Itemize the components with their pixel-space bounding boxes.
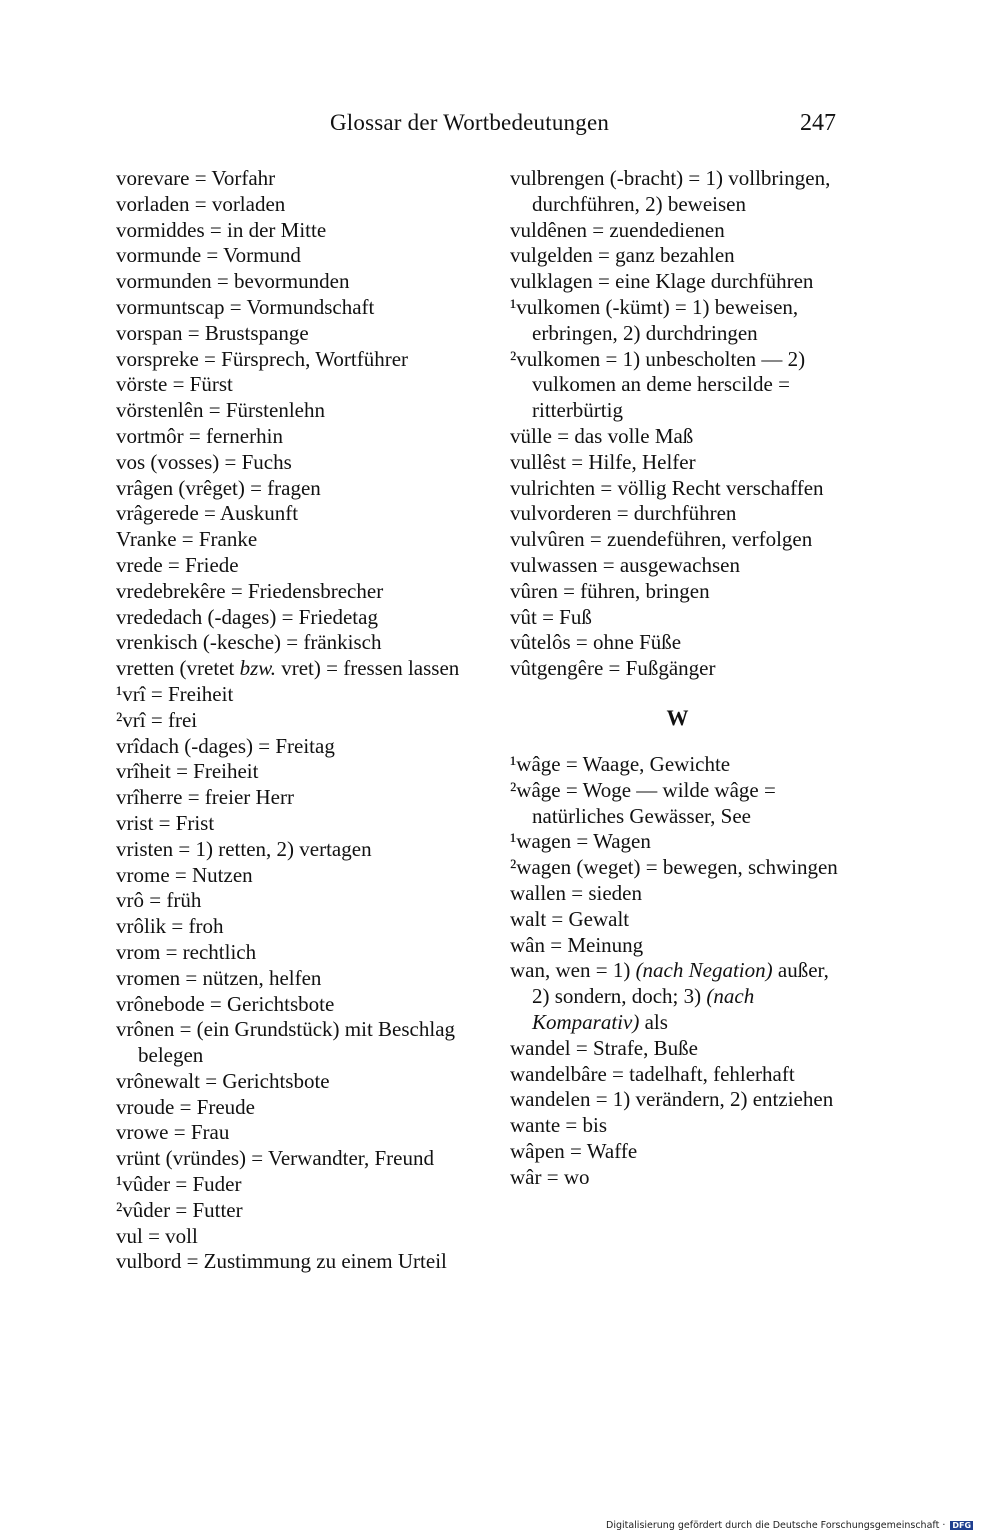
glossary-entry: ¹vrî = Freiheit [116,681,234,706]
glossary-entry: vos (vosses) = Fuchs [116,449,292,474]
glossary-entry: vulvorderen = durchführen [510,501,737,526]
glossary-entry: vrônewalt = Gerichtsbote [116,1068,330,1093]
glossary-column-right [510,166,845,1190]
glossary-entry: vulklagen = eine Klage durchführen [510,269,814,294]
glossary-entry: vormuntscap = Vormundschaft [116,294,375,319]
glossary-entry: vulbord = Zustimmung zu einem Urteil [116,1249,447,1274]
glossary-entry: vrîherre = freier Herr [116,785,294,810]
glossary-entry: vrô = früh [116,888,202,913]
glossary-entry: vormunden = bevormunden [116,269,350,294]
glossary-entry: vrîdach (-dages) = Freitag [116,733,335,758]
glossary-entry: vrôlik = froh [116,914,224,939]
glossary-entry: ²vrî = frei [116,707,198,732]
glossary-entry: vromen = nützen, helfen [116,965,322,990]
glossary-entry: vûren = führen, bringen [510,578,710,603]
glossary-entry: Vranke = Franke [116,527,258,552]
glossary-entry: vrîheit = Freiheit [116,759,259,784]
glossary-entry: ²vûder = Futter [116,1197,243,1222]
glossary-entry: vrenkisch (-kesche) = fränkisch [116,630,382,655]
glossary-entry: wan, wen = 1) (nach Negation) außer, 2) sondern, doch; 3) (nach Komparativ) als [510,958,829,1034]
glossary-entry: vûtelôs = ohne Füße [510,630,682,655]
glossary-entry: ²wâge = Woge — wilde wâge = natürliches Gewässer, See [510,777,776,828]
glossary-entry: vorladen = vorladen [116,191,286,216]
glossary-entry: vrede = Friede [116,552,239,577]
glossary-w-entries [510,752,845,1191]
page-number: 247 [800,110,836,136]
glossary-entry: vûtgengêre = Fußgänger [510,656,716,681]
footer-text: Digitalisierung gefördert durch die Deutsche Forschungsgemeinschaft · [606,1520,946,1531]
glossary-entry: wallen = sieden [510,880,642,905]
glossary-entry: walt = Gewalt [510,906,630,931]
glossary-entry: vormunde = Vormund [116,243,301,268]
glossary-entry: vulgelden = ganz bezahlen [510,243,735,268]
glossary-entry: vulwassen = ausgewachsen [510,552,740,577]
glossary-entry: wandelbâre = tadelhaft, fehlerhaft [510,1061,795,1086]
glossary-entry: vullêst = Hilfe, Helfer [510,449,696,474]
glossary-entry: vrônen = (ein Grundstück) mit Beschlag belegen [116,1017,456,1068]
glossary-entry: vorevare = Vorfahr [116,166,276,190]
glossary-entry: vorspreke = Fürsprech, Wortführer [116,346,409,371]
glossary-entry: ¹vulkomen (-kümt) = 1) beweisen, erbringen, 2) durchdringen [510,294,799,345]
glossary-entry: vormiddes = in der Mitte [116,217,327,242]
glossary-entry: vrâgen (vrêget) = fragen [116,475,321,500]
glossary-entry: wân = Meinung [510,932,644,957]
glossary-entry: vulbrengen (-bracht) = 1) vollbringen, durchführen, 2) beweisen [510,166,831,216]
glossary-entry: vrom = rechtlich [116,939,257,964]
glossary-entry: vrededach (-dages) = Friedetag [116,604,378,629]
glossary-entry: vredebrekêre = Friedensbrecher [116,578,384,603]
glossary-entry: vulvûren = zuendeführen, verfolgen [510,527,813,552]
glossary-entry: vorspan = Brustspange [116,320,309,345]
glossary-entry: vörstenlên = Fürstenlehn [116,398,325,423]
glossary-entry: wâpen = Waffe [510,1138,638,1163]
glossary-entry: vût = Fuß [510,604,592,629]
section-letter: W [666,704,689,730]
glossary-entry: ¹vûder = Fuder [116,1172,242,1197]
glossary-entry: ¹wâge = Waage, Gewichte [510,751,731,776]
dfg-logo: DFG [952,1521,972,1530]
glossary-entry: vretten (vretet bzw. vret) = fressen lassen [116,656,460,681]
glossary-entry: ²wagen (weget) = bewegen, schwingen [510,855,838,880]
glossary-entry: vulrichten = völlig Recht verschaffen [510,475,824,500]
glossary-column-left [116,166,461,1275]
glossary-entry: wandel = Strafe, Buße [510,1035,698,1060]
glossary-entry: vrünt (vründes) = Verwandter, Freund [116,1146,434,1171]
glossary-entry: vortmôr = fernerhin [116,423,283,448]
glossary-entry: wâr = wo [510,1164,590,1189]
glossary-entry: vroude = Freude [116,1094,255,1119]
glossary-entry: vrônebode = Gerichtsbote [116,991,335,1016]
glossary-entry: vrome = Nutzen [116,862,253,887]
glossary-entry: vörste = Fürst [116,372,233,397]
glossary-entry: vul = voll [116,1223,198,1248]
glossary-entry: vrist = Frist [116,810,215,835]
glossary-entry: wante = bis [510,1113,607,1138]
glossary-entry: vristen = 1) retten, 2) vertagen [116,836,372,861]
glossary-entry: wandelen = 1) verändern, 2) entziehen [510,1087,834,1112]
glossary-entry: vülle = das volle Maß [510,423,694,448]
glossary-entry: vuldênen = zuendedienen [510,217,725,242]
glossary-entry: ¹wagen = Wagen [510,829,651,854]
glossary-entry: vrâgerede = Auskunft [116,501,299,526]
glossary-entry: ²vulkomen = 1) unbescholten — 2) vulkomen an deme herscilde = ritterbürtig [510,346,806,423]
glossary-entry: vrowe = Frau [116,1120,230,1145]
page-title: Glossar der Wortbedeutungen [330,110,610,135]
glossary-v-entries [510,166,845,682]
footer-credit [606,1520,973,1531]
